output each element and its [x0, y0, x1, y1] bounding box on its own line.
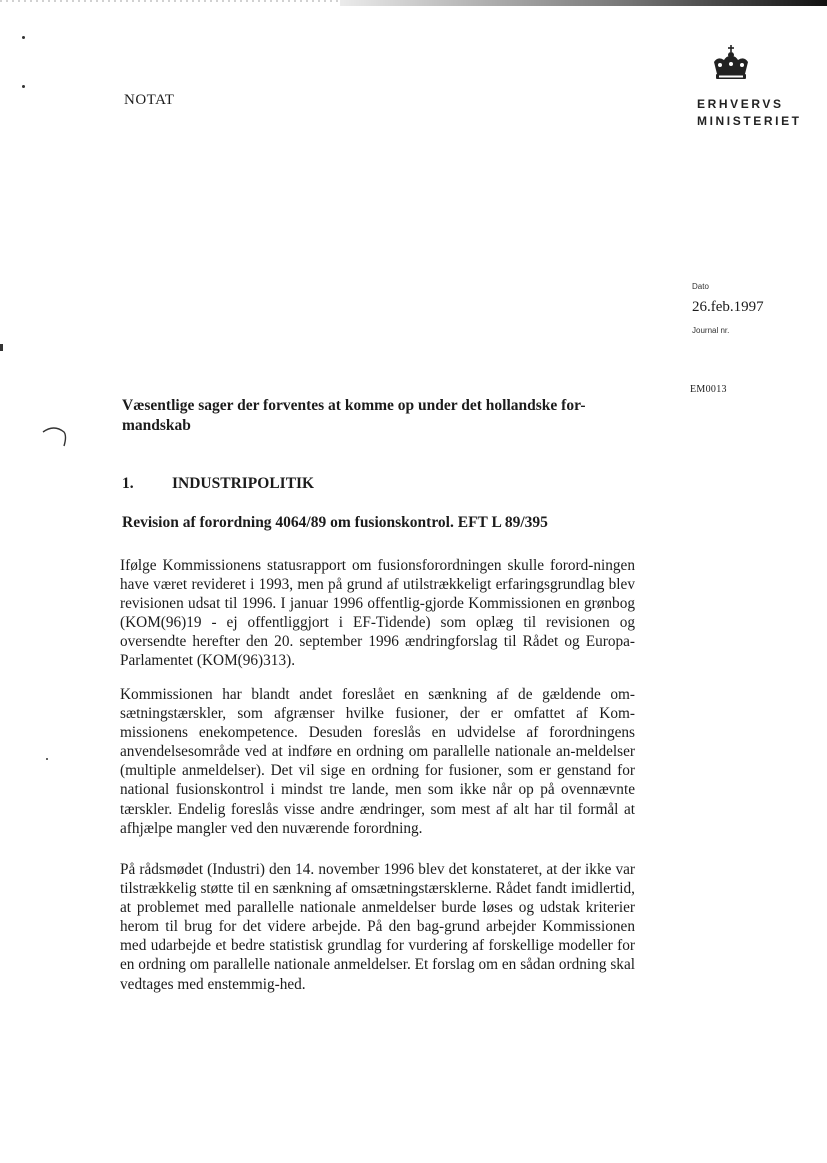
ministry-line-2: MINISTERIET — [697, 114, 802, 128]
paragraph: Kommissionen har blandt andet foreslået en sænkning af de gældende om-sætningstærskler, som afgrænser hvilke fusioner, der er omfattet af Kom-missionens enekompetence. Desuden foreslås en udvidelse af forordningens anvendelsesområde ved at indføre en ordning om parallelle nationale an-meldelser (multiple anmeldelser). Det vil sige en ordning for fusioner, som er genstand for national fusionskontrol i mindst tre lande, men som ikke når op på ovennævnte tærskler. Endelig foreslås visse andre ændringer, som mest af alt har til formål at afhjælpe mangler ved den nuværende forordning. — [120, 686, 635, 837]
ministry-name — [697, 96, 802, 130]
date-label: Dato — [692, 282, 709, 291]
paragraph: Ifølge Kommissionens statusrapport om fusionsforordningen skulle forord-ningen have været revideret i 1993, men på grund af utilstrækkeligt erfaringsgrundlag blev revisionen udsat til 1996. I januar 1996 offentlig-gjorde Kommissionen en grønbog (KOM(96)19 - ej offentliggjort i EF-Tidende) som oplæg til revisionen og oversendte herefter den 20. september 1996 ændringforslag til Rådet og Europa-Parlamentet (KOM(96)313). — [120, 557, 635, 670]
royal-crown-icon — [708, 44, 754, 84]
scan-speck — [22, 36, 25, 39]
handwritten-mark — [40, 422, 70, 452]
scan-edge-shadow — [340, 0, 827, 6]
reference-number: EM0013 — [690, 384, 727, 395]
section-heading — [122, 475, 314, 493]
document-type: NOTAT — [124, 92, 175, 108]
subsection-heading: Revision af forordning 4064/89 om fusionskontrol. EFT L 89/395 — [122, 514, 548, 531]
scan-speck — [46, 758, 48, 760]
section-number: 1. — [122, 475, 134, 492]
paragraph: På rådsmødet (Industri) den 14. november 1996 blev det konstateret, at der ikke var tilstrækkelig støtte til en sænkning af omsætningstærsklerne. Rådet fandt imidlertid, at problemet med parallelle nationale anmeldelser burde løses og udstak kriterier herom til brug for det videre arbejde. På den bag-grund arbejder Kommissionen med udarbejde et bedre statistisk grundlag for vurdering af forskellige modeller for en ordning om parallelle nationale anmeldelser. Et forslag om en sådan ordning skal vedtages med enstemmig-hed. — [120, 861, 635, 993]
journal-label: Journal nr. — [692, 326, 730, 335]
date-value: 26.feb.1997 — [692, 299, 764, 315]
scan-speck — [0, 344, 3, 351]
section-title: INDUSTRIPOLITIK — [172, 475, 315, 492]
scan-speck — [22, 85, 25, 88]
document-title: Væsentlige sager der forventes at komme op under det hollandske for-mandskab — [122, 397, 586, 434]
scan-edge-noise — [0, 0, 340, 2]
ministry-line-1: ERHVERVS — [697, 97, 784, 111]
